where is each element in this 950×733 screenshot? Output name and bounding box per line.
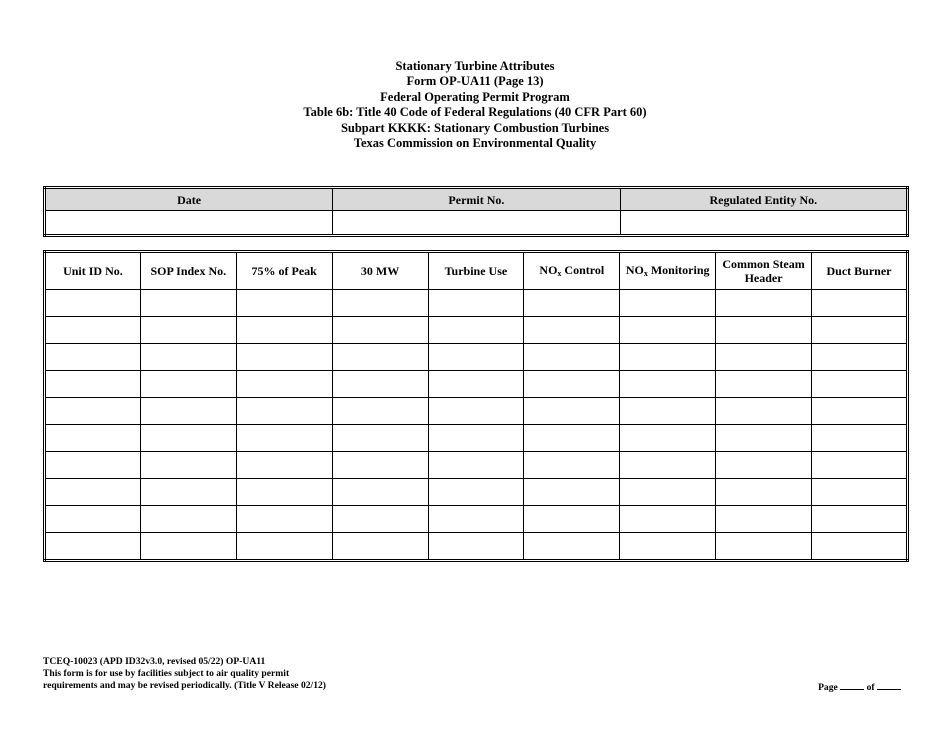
table-row xyxy=(45,317,908,344)
turbine-use-cell[interactable] xyxy=(428,479,524,506)
nox-control-cell[interactable] xyxy=(524,506,620,533)
turbine-attributes-table xyxy=(43,250,909,562)
duct-burner-cell[interactable] xyxy=(812,506,908,533)
table-row xyxy=(45,533,908,561)
nox-control-cell[interactable] xyxy=(524,317,620,344)
peak-cell[interactable] xyxy=(236,479,332,506)
table-row xyxy=(45,371,908,398)
sop-index-cell[interactable] xyxy=(140,290,236,317)
mw-cell[interactable] xyxy=(332,317,428,344)
table-row xyxy=(45,398,908,425)
peak-cell[interactable] xyxy=(236,398,332,425)
sop-index-cell[interactable] xyxy=(140,533,236,561)
unit-id-cell[interactable] xyxy=(45,317,141,344)
sop-index-cell[interactable] xyxy=(140,479,236,506)
turbine-use-cell[interactable] xyxy=(428,371,524,398)
date-header: Date xyxy=(45,188,333,211)
mw-cell[interactable] xyxy=(332,479,428,506)
regulated-entity-header: Regulated Entity No. xyxy=(620,188,907,211)
peak-cell[interactable] xyxy=(236,317,332,344)
unit-id-header: Unit ID No. xyxy=(45,252,141,290)
mw-cell[interactable] xyxy=(332,506,428,533)
duct-burner-cell[interactable] xyxy=(812,533,908,561)
unit-id-cell[interactable] xyxy=(45,452,141,479)
page-label: Page xyxy=(818,682,838,693)
duct-burner-cell[interactable] xyxy=(812,317,908,344)
mw-cell[interactable] xyxy=(332,425,428,452)
peak-cell[interactable] xyxy=(236,506,332,533)
usage-note-line1: This form is for use by facilities subject to air quality permit xyxy=(43,668,290,679)
nox-control-cell[interactable] xyxy=(524,398,620,425)
sop-index-cell[interactable] xyxy=(140,452,236,479)
subpart-title: Subpart KKKK: Stationary Combustion Turbines xyxy=(340,120,610,135)
peak-cell[interactable] xyxy=(236,344,332,371)
common-steam-cell[interactable] xyxy=(716,425,812,452)
common-steam-cell[interactable] xyxy=(716,452,812,479)
unit-id-cell[interactable] xyxy=(45,479,141,506)
turbine-use-cell[interactable] xyxy=(428,344,524,371)
permit-no-header: Permit No. xyxy=(333,188,620,211)
form-header xyxy=(0,59,950,151)
common-steam-cell[interactable] xyxy=(716,290,812,317)
form-footer xyxy=(43,656,326,692)
mw-cell[interactable] xyxy=(332,398,428,425)
mw-cell[interactable] xyxy=(332,344,428,371)
nox-monitoring-header xyxy=(620,252,716,290)
nox-control-subscript: x xyxy=(557,269,562,278)
table-row xyxy=(45,479,908,506)
duct-burner-cell[interactable] xyxy=(812,479,908,506)
nox-control-cell[interactable] xyxy=(524,452,620,479)
duct-burner-header: Duct Burner xyxy=(812,252,908,290)
nox-control-cell[interactable] xyxy=(524,290,620,317)
nox-monitoring-cell[interactable] xyxy=(620,506,716,533)
nox-monitoring-cell[interactable] xyxy=(620,398,716,425)
turbine-use-cell[interactable] xyxy=(428,317,524,344)
duct-burner-cell[interactable] xyxy=(812,371,908,398)
turbine-use-cell[interactable] xyxy=(428,290,524,317)
sop-index-cell[interactable] xyxy=(140,371,236,398)
nox-monitoring-suffix: Monitoring xyxy=(647,263,710,277)
sop-index-cell[interactable] xyxy=(140,317,236,344)
peak-cell[interactable] xyxy=(236,425,332,452)
unit-id-cell[interactable] xyxy=(45,398,141,425)
unit-id-cell[interactable] xyxy=(45,344,141,371)
nox-monitoring-cell[interactable] xyxy=(620,344,716,371)
nox-control-prefix: NO xyxy=(539,263,558,277)
common-steam-cell[interactable] xyxy=(716,344,812,371)
duct-burner-cell[interactable] xyxy=(812,290,908,317)
unit-id-cell[interactable] xyxy=(45,290,141,317)
mw-cell[interactable] xyxy=(332,290,428,317)
sop-index-cell[interactable] xyxy=(140,506,236,533)
form-id-line: TCEQ-10023 (APD ID32v3.0, revised 05/22) OP-UA11 xyxy=(43,656,266,667)
duct-burner-cell[interactable] xyxy=(812,398,908,425)
common-steam-cell[interactable] xyxy=(716,317,812,344)
nox-monitoring-cell[interactable] xyxy=(620,290,716,317)
nox-monitoring-cell[interactable] xyxy=(620,479,716,506)
usage-note-line2: requirements and may be revised periodically. (Title V Release 02/12) xyxy=(43,680,327,691)
table-row xyxy=(45,425,908,452)
common-steam-line1: Common Steam xyxy=(722,257,805,271)
nox-monitoring-subscript: x xyxy=(643,269,648,278)
unit-id-cell[interactable] xyxy=(45,371,141,398)
mw-header: 30 MW xyxy=(332,252,428,290)
common-steam-cell[interactable] xyxy=(716,371,812,398)
nox-control-cell[interactable] xyxy=(524,371,620,398)
common-steam-header xyxy=(716,252,812,290)
sop-index-cell[interactable] xyxy=(140,344,236,371)
turbine-use-cell[interactable] xyxy=(428,506,524,533)
table-header-row xyxy=(45,252,908,290)
sop-index-cell[interactable] xyxy=(140,398,236,425)
nox-monitoring-cell[interactable] xyxy=(620,371,716,398)
duct-burner-cell[interactable] xyxy=(812,425,908,452)
duct-burner-cell[interactable] xyxy=(812,344,908,371)
nox-control-cell[interactable] xyxy=(524,344,620,371)
mw-cell[interactable] xyxy=(332,371,428,398)
common-steam-cell[interactable] xyxy=(716,533,812,561)
page-counter xyxy=(818,680,901,693)
mw-cell[interactable] xyxy=(332,452,428,479)
nox-control-cell[interactable] xyxy=(524,425,620,452)
form-title: Stationary Turbine Attributes xyxy=(395,59,555,73)
unit-id-cell[interactable] xyxy=(45,425,141,452)
table-body xyxy=(45,290,908,561)
info-table xyxy=(43,186,909,237)
nox-monitoring-cell[interactable] xyxy=(620,425,716,452)
page-total-field[interactable] xyxy=(877,680,901,690)
duct-burner-cell[interactable] xyxy=(812,452,908,479)
table-title: Table 6b: Title 40 Code of Federal Regulations (40 CFR Part 60) xyxy=(303,105,647,120)
turbine-use-cell[interactable] xyxy=(428,398,524,425)
of-label: of xyxy=(866,682,875,693)
mw-cell[interactable] xyxy=(332,533,428,561)
table-row xyxy=(45,290,908,317)
page-number-field[interactable] xyxy=(840,680,864,690)
sop-index-header: SOP Index No. xyxy=(140,252,236,290)
peak-cell[interactable] xyxy=(236,371,332,398)
common-steam-cell[interactable] xyxy=(716,506,812,533)
nox-monitoring-cell[interactable] xyxy=(620,317,716,344)
nox-control-cell[interactable] xyxy=(524,533,620,561)
turbine-use-header: Turbine Use xyxy=(428,252,524,290)
sop-index-cell[interactable] xyxy=(140,425,236,452)
nox-monitoring-cell[interactable] xyxy=(620,533,716,561)
peak-cell[interactable] xyxy=(236,533,332,561)
table-row xyxy=(45,344,908,371)
table-row xyxy=(45,452,908,479)
common-steam-cell[interactable] xyxy=(716,398,812,425)
turbine-use-cell[interactable] xyxy=(428,452,524,479)
permit-no-field[interactable] xyxy=(333,211,620,236)
form-number: Form OP-UA11 (Page 13) xyxy=(406,74,544,89)
nox-control-suffix: Control xyxy=(561,263,605,277)
date-field[interactable] xyxy=(45,211,333,236)
nox-monitoring-prefix: NO xyxy=(625,263,644,277)
nox-control-cell[interactable] xyxy=(524,479,620,506)
common-steam-line2: Header xyxy=(744,271,783,285)
peak-cell[interactable] xyxy=(236,290,332,317)
turbine-use-cell[interactable] xyxy=(428,425,524,452)
peak-cell[interactable] xyxy=(236,452,332,479)
table-row xyxy=(45,506,908,533)
nox-control-header xyxy=(524,252,620,290)
unit-id-cell[interactable] xyxy=(45,506,141,533)
regulated-entity-field[interactable] xyxy=(620,211,907,236)
nox-monitoring-cell[interactable] xyxy=(620,452,716,479)
turbine-use-cell[interactable] xyxy=(428,533,524,561)
program-name: Federal Operating Permit Program xyxy=(380,89,570,104)
agency-name: Texas Commission on Environmental Quality xyxy=(353,136,597,151)
common-steam-cell[interactable] xyxy=(716,479,812,506)
unit-id-cell[interactable] xyxy=(45,533,141,561)
peak-header: 75% of Peak xyxy=(236,252,332,290)
